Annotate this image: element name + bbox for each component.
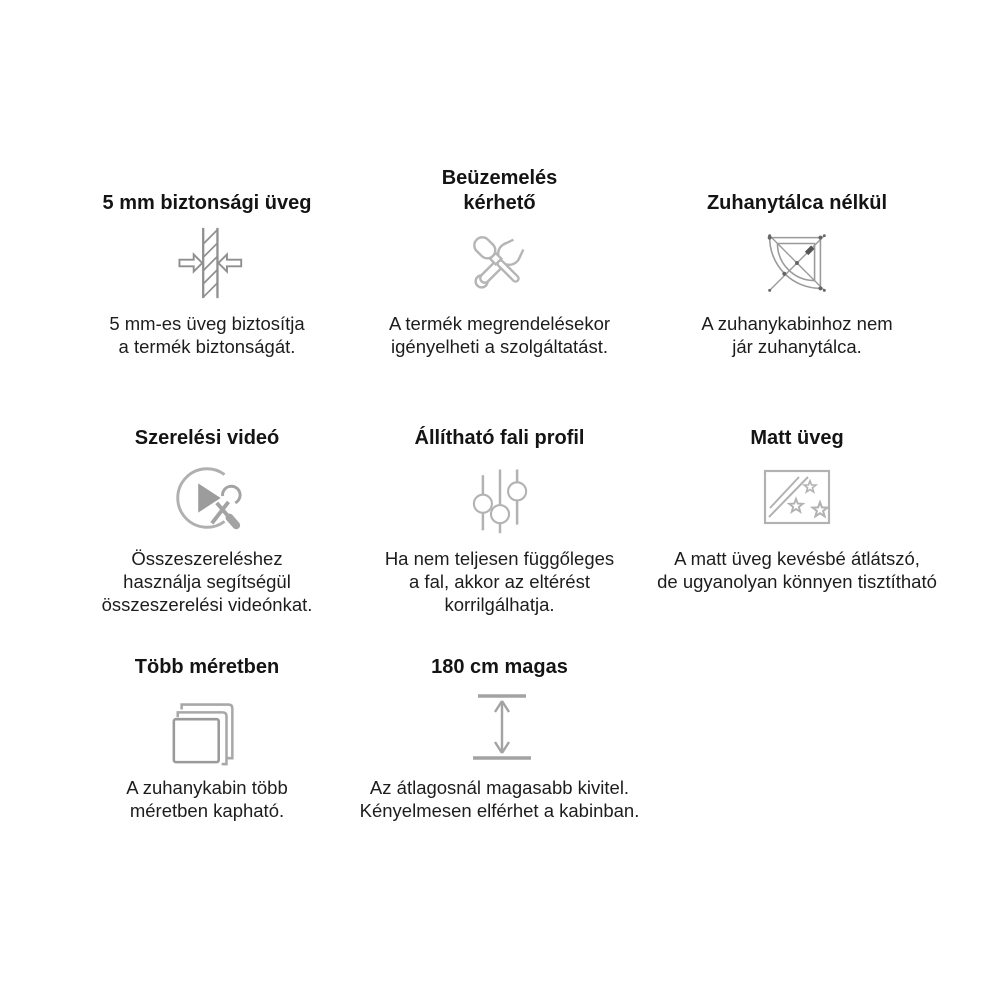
feature-description: A zuhanykabinhoz nem jár zuhanytálca. <box>701 313 893 357</box>
empty-grid-cell <box>642 655 952 855</box>
feature-card-multiple-sizes <box>57 655 357 855</box>
feature-title: Beüzemelés kérhető <box>441 167 558 214</box>
feature-title: Zuhanytálca nélkül <box>706 192 888 214</box>
matte-glass-stars-icon <box>757 455 837 541</box>
feature-title: 180 cm magas <box>431 656 568 678</box>
feature-card-adjustable-wall-profile <box>357 426 642 655</box>
feature-description: Az átlagosnál magasabb kivitel. Kényelmesen elférhet a kabinban. <box>359 777 640 821</box>
feature-description: Ha nem teljesen függőleges a fal, akkor az eltérést korrilgálhatja. <box>384 548 615 615</box>
feature-title: Matt üveg <box>750 427 844 449</box>
feature-description: A termék megrendelésekor igényelheti a szolgáltatást. <box>388 313 611 357</box>
feature-card-matte-glass <box>642 426 952 655</box>
shower-tray-crossed-icon <box>756 220 838 306</box>
feature-title: Több méretben <box>134 656 280 678</box>
glass-thickness-icon <box>169 220 245 306</box>
feature-title: Állítható fali profil <box>414 427 585 449</box>
crossed-tools-icon <box>460 220 540 306</box>
height-arrow-icon <box>460 684 540 770</box>
feature-description: 5 mm-es üveg biztosítja a termék biztonságát. <box>109 313 305 357</box>
video-play-tools-icon <box>168 455 246 541</box>
feature-description: A matt üveg kevésbé átlátszó, de ugyanolyan könnyen tisztítható <box>657 548 937 592</box>
feature-description: Összeszereléshez használja segítségül összeszerelési videónkat. <box>101 548 313 615</box>
stacked-squares-icon <box>168 684 246 770</box>
feature-card-no-shower-tray <box>642 166 952 426</box>
feature-title: Szerelési videó <box>134 427 280 449</box>
feature-card-assembly-video <box>57 426 357 655</box>
feature-description: A zuhanykabin több méretben kapható. <box>126 777 288 821</box>
feature-card-installation-service <box>357 166 642 426</box>
feature-title: 5 mm biztonsági üveg <box>102 192 312 214</box>
feature-card-glass-5mm <box>57 166 357 426</box>
feature-card-height-180cm <box>357 655 642 855</box>
sliders-icon <box>462 455 538 541</box>
